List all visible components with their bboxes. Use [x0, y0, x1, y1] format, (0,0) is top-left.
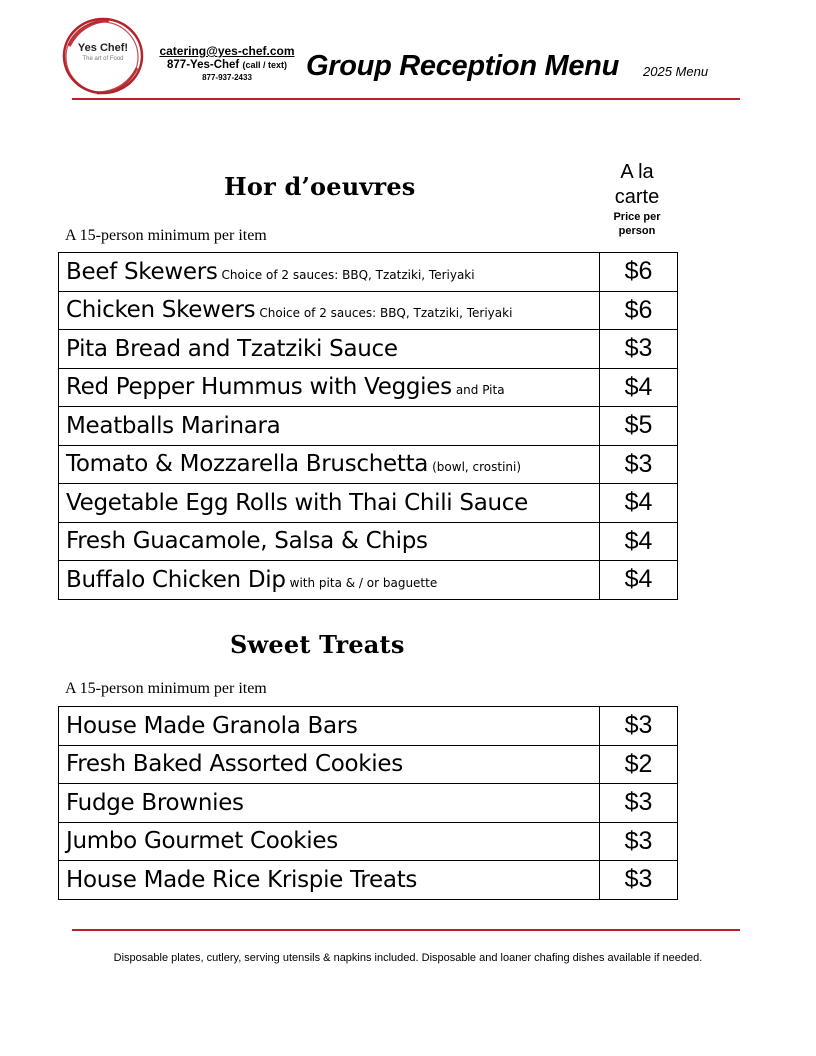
item-cell: [59, 861, 600, 900]
menu-row: [59, 784, 678, 823]
sweets-minimum-note: A 15-person minimum per item: [65, 680, 267, 697]
item-cell: [59, 707, 600, 746]
menu-row: [59, 861, 678, 900]
item-name: Jumbo Gourmet Cookies: [66, 828, 338, 855]
item-cell: [59, 522, 600, 561]
item-cell: [59, 407, 600, 446]
price-head-line2: carte: [614, 186, 660, 208]
item-name: Fresh Guacamole, Salsa & Chips: [66, 528, 428, 555]
menu-year: 2025 Menu: [643, 64, 709, 79]
item-name: Beef Skewers: [66, 258, 218, 285]
price-head-sub2: person: [618, 225, 656, 237]
phone-line: [153, 58, 301, 72]
item-cell: [59, 484, 600, 523]
hors-minimum-note: A 15-person minimum per item: [65, 227, 267, 244]
item-price: $3: [600, 707, 678, 746]
item-name: Meatballs Marinara: [66, 412, 281, 439]
item-name: Chicken Skewers: [66, 297, 256, 324]
item-cell: [59, 784, 600, 823]
price-head-sub1: Price per: [613, 211, 661, 223]
item-cell: [59, 291, 600, 330]
item-price: $3: [600, 822, 678, 861]
item-price: $3: [600, 861, 678, 900]
footer-divider: [72, 929, 740, 931]
email-link[interactable]: catering@yes-chef.com: [159, 44, 295, 58]
price-head-line1: A la: [620, 161, 654, 183]
item-name: Pita Bread and Tzatziki Sauce: [66, 335, 398, 362]
item-name: Tomato & Mozzarella Bruschetta: [66, 451, 429, 478]
item-cell: [59, 445, 600, 484]
menu-row: [59, 561, 678, 600]
page-title: Group Reception Menu: [306, 50, 620, 82]
item-name: Buffalo Chicken Dip: [66, 566, 286, 593]
hors-table: [58, 252, 678, 600]
item-name: Fresh Baked Assorted Cookies: [66, 751, 403, 778]
item-cell: [59, 561, 600, 600]
item-price: $2: [600, 745, 678, 784]
item-cell: [59, 330, 600, 369]
menu-row: [59, 407, 678, 446]
item-price: $3: [600, 445, 678, 484]
item-price: $3: [600, 330, 678, 369]
menu-row: [59, 707, 678, 746]
item-price: $5: [600, 407, 678, 446]
item-cell: [59, 822, 600, 861]
item-price: $6: [600, 253, 678, 292]
menu-row: [59, 745, 678, 784]
item-note: (bowl, crostini): [432, 460, 522, 475]
item-price: $4: [600, 522, 678, 561]
item-price: $4: [600, 484, 678, 523]
footer-note: Disposable plates, cutlery, serving utensils & napkins included. Disposable and loaner chafing dishes available if needed.: [113, 952, 703, 964]
sweets-title: Sweet Treats: [230, 630, 405, 659]
menu-row: [59, 330, 678, 369]
menu-row: [59, 484, 678, 523]
sweets-table: [58, 706, 678, 900]
item-price: $4: [600, 368, 678, 407]
item-name: Vegetable Egg Rolls with Thai Chili Sauce: [66, 489, 528, 516]
item-price: $3: [600, 784, 678, 823]
item-note: and Pita: [455, 383, 505, 398]
menu-row: [59, 368, 678, 407]
item-name: House Made Granola Bars: [66, 712, 358, 739]
item-cell: [59, 368, 600, 407]
logo-text: Yes Chef!: [77, 42, 129, 54]
price-column-header: [600, 160, 674, 238]
menu-row: [59, 822, 678, 861]
menu-row: [59, 253, 678, 292]
menu-row: [59, 291, 678, 330]
item-price: $6: [600, 291, 678, 330]
contact-block: [153, 44, 301, 83]
menu-row: [59, 445, 678, 484]
hors-title: Hor d’oeuvres: [224, 172, 416, 201]
item-note: with pita & / or baguette: [289, 575, 438, 590]
item-name: Fudge Brownies: [66, 789, 244, 816]
item-cell: [59, 253, 600, 292]
menu-row: [59, 522, 678, 561]
phone-numeric: 877-937-2433: [202, 73, 252, 82]
header-divider: [72, 98, 740, 100]
item-price: $4: [600, 561, 678, 600]
phone-main: 877-Yes-Chef: [167, 59, 240, 71]
item-name: Red Pepper Hummus with Veggies: [66, 374, 452, 401]
item-note: Choice of 2 sauces: BBQ, Tzatziki, Teriyaki: [221, 267, 475, 282]
phone-note: (call / text): [242, 60, 287, 70]
item-cell: [59, 745, 600, 784]
company-logo: [61, 16, 145, 96]
logo-tagline: The art of Food: [82, 56, 124, 62]
item-name: House Made Rice Krispie Treats: [66, 866, 418, 893]
item-note: Choice of 2 sauces: BBQ, Tzatziki, Teriyaki: [259, 306, 513, 321]
